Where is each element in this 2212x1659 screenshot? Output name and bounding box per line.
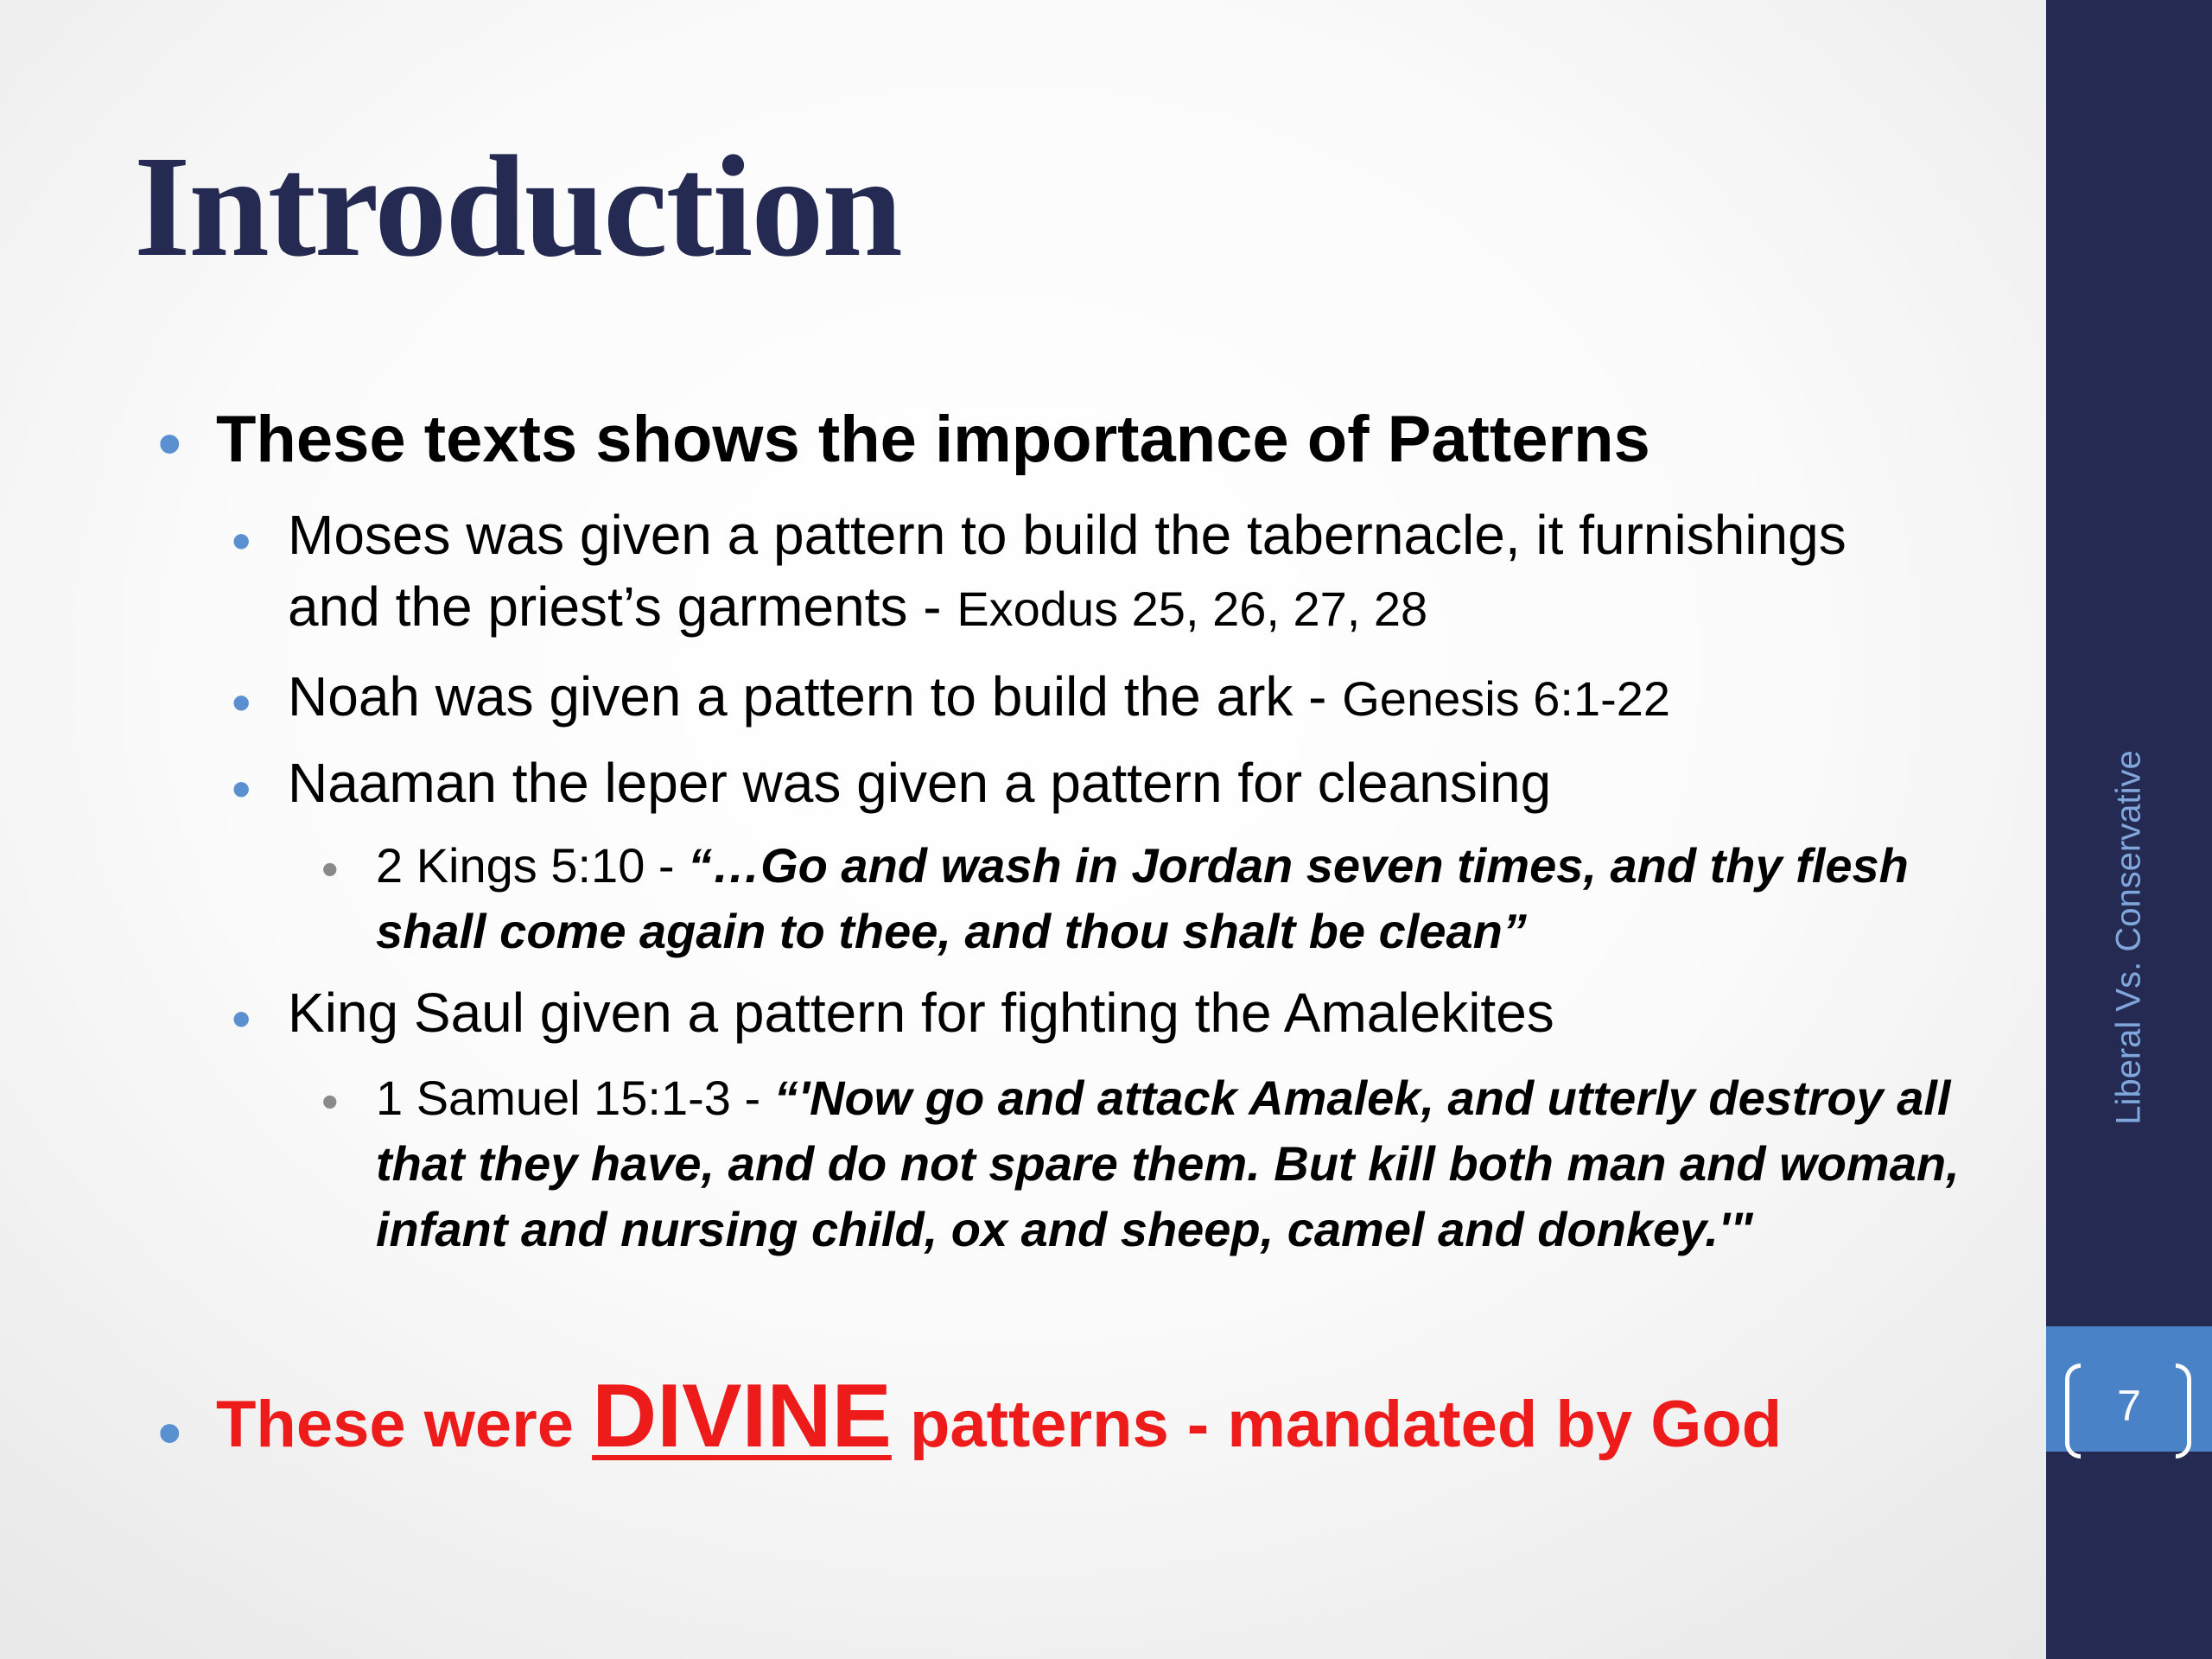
noah-reference: Genesis 6:1-22 [1342,671,1671,726]
sidebar-caption: Liberal Vs. Conservative [2109,750,2148,1125]
bullet-dot-icon: • [321,1074,339,1128]
moses-reference: Exodus 25, 26, 27, 28 [957,582,1428,637]
conclusion-after: patterns - mandated by God [891,1388,1783,1461]
page-number: 7 [2117,1382,2141,1430]
moses-text: Moses was given a pattern to build the tabernacle, it furnishings and the priest’s garments - [288,504,1847,639]
saul-bullet: King Saul given a pattern for fighting the Amalekites [288,982,1554,1044]
bullet-dot-icon: • [158,1396,181,1470]
moses-bullet [288,499,1921,643]
noah-bullet [288,661,1981,733]
kings-reference: 2 Kings 5:10 - [376,838,689,893]
slide-title: Introduction [134,126,901,287]
bullet-dot-icon: • [232,758,251,820]
saul-quote-bullet [376,1065,2000,1262]
divine-emphasis: DIVINE [592,1366,892,1466]
main-heading-bullet: These texts shows the importance of Patterns [216,403,1650,476]
bullet-dot-icon: • [158,407,181,480]
naaman-bullet: Naaman the leper was given a pattern for cleansing [288,752,1552,814]
samuel-reference: 1 Samuel 15:1-3 - [376,1071,774,1125]
bullet-dot-icon: • [232,510,251,572]
kings-quote: “…Go and wash in Jordan seven times, and thy flesh shall come again to thee, and thou shalt be clean” [376,838,1909,959]
conclusion-before: These were [216,1388,593,1461]
bullet-dot-icon: • [321,842,339,896]
bullet-dot-icon: • [232,671,251,734]
naaman-quote-bullet [376,833,1983,964]
noah-text: Noah was given a pattern to build the ark - [288,665,1343,728]
conclusion-bullet [216,1365,2022,1469]
bullet-dot-icon: • [232,988,251,1050]
samuel-quote: “'Now go and attack Amalek, and utterly destroy all that they have, and do not spare them. But kill both man and woman, infant and nursing child, ox and sheep, camel and donkey.'" [376,1071,1960,1257]
